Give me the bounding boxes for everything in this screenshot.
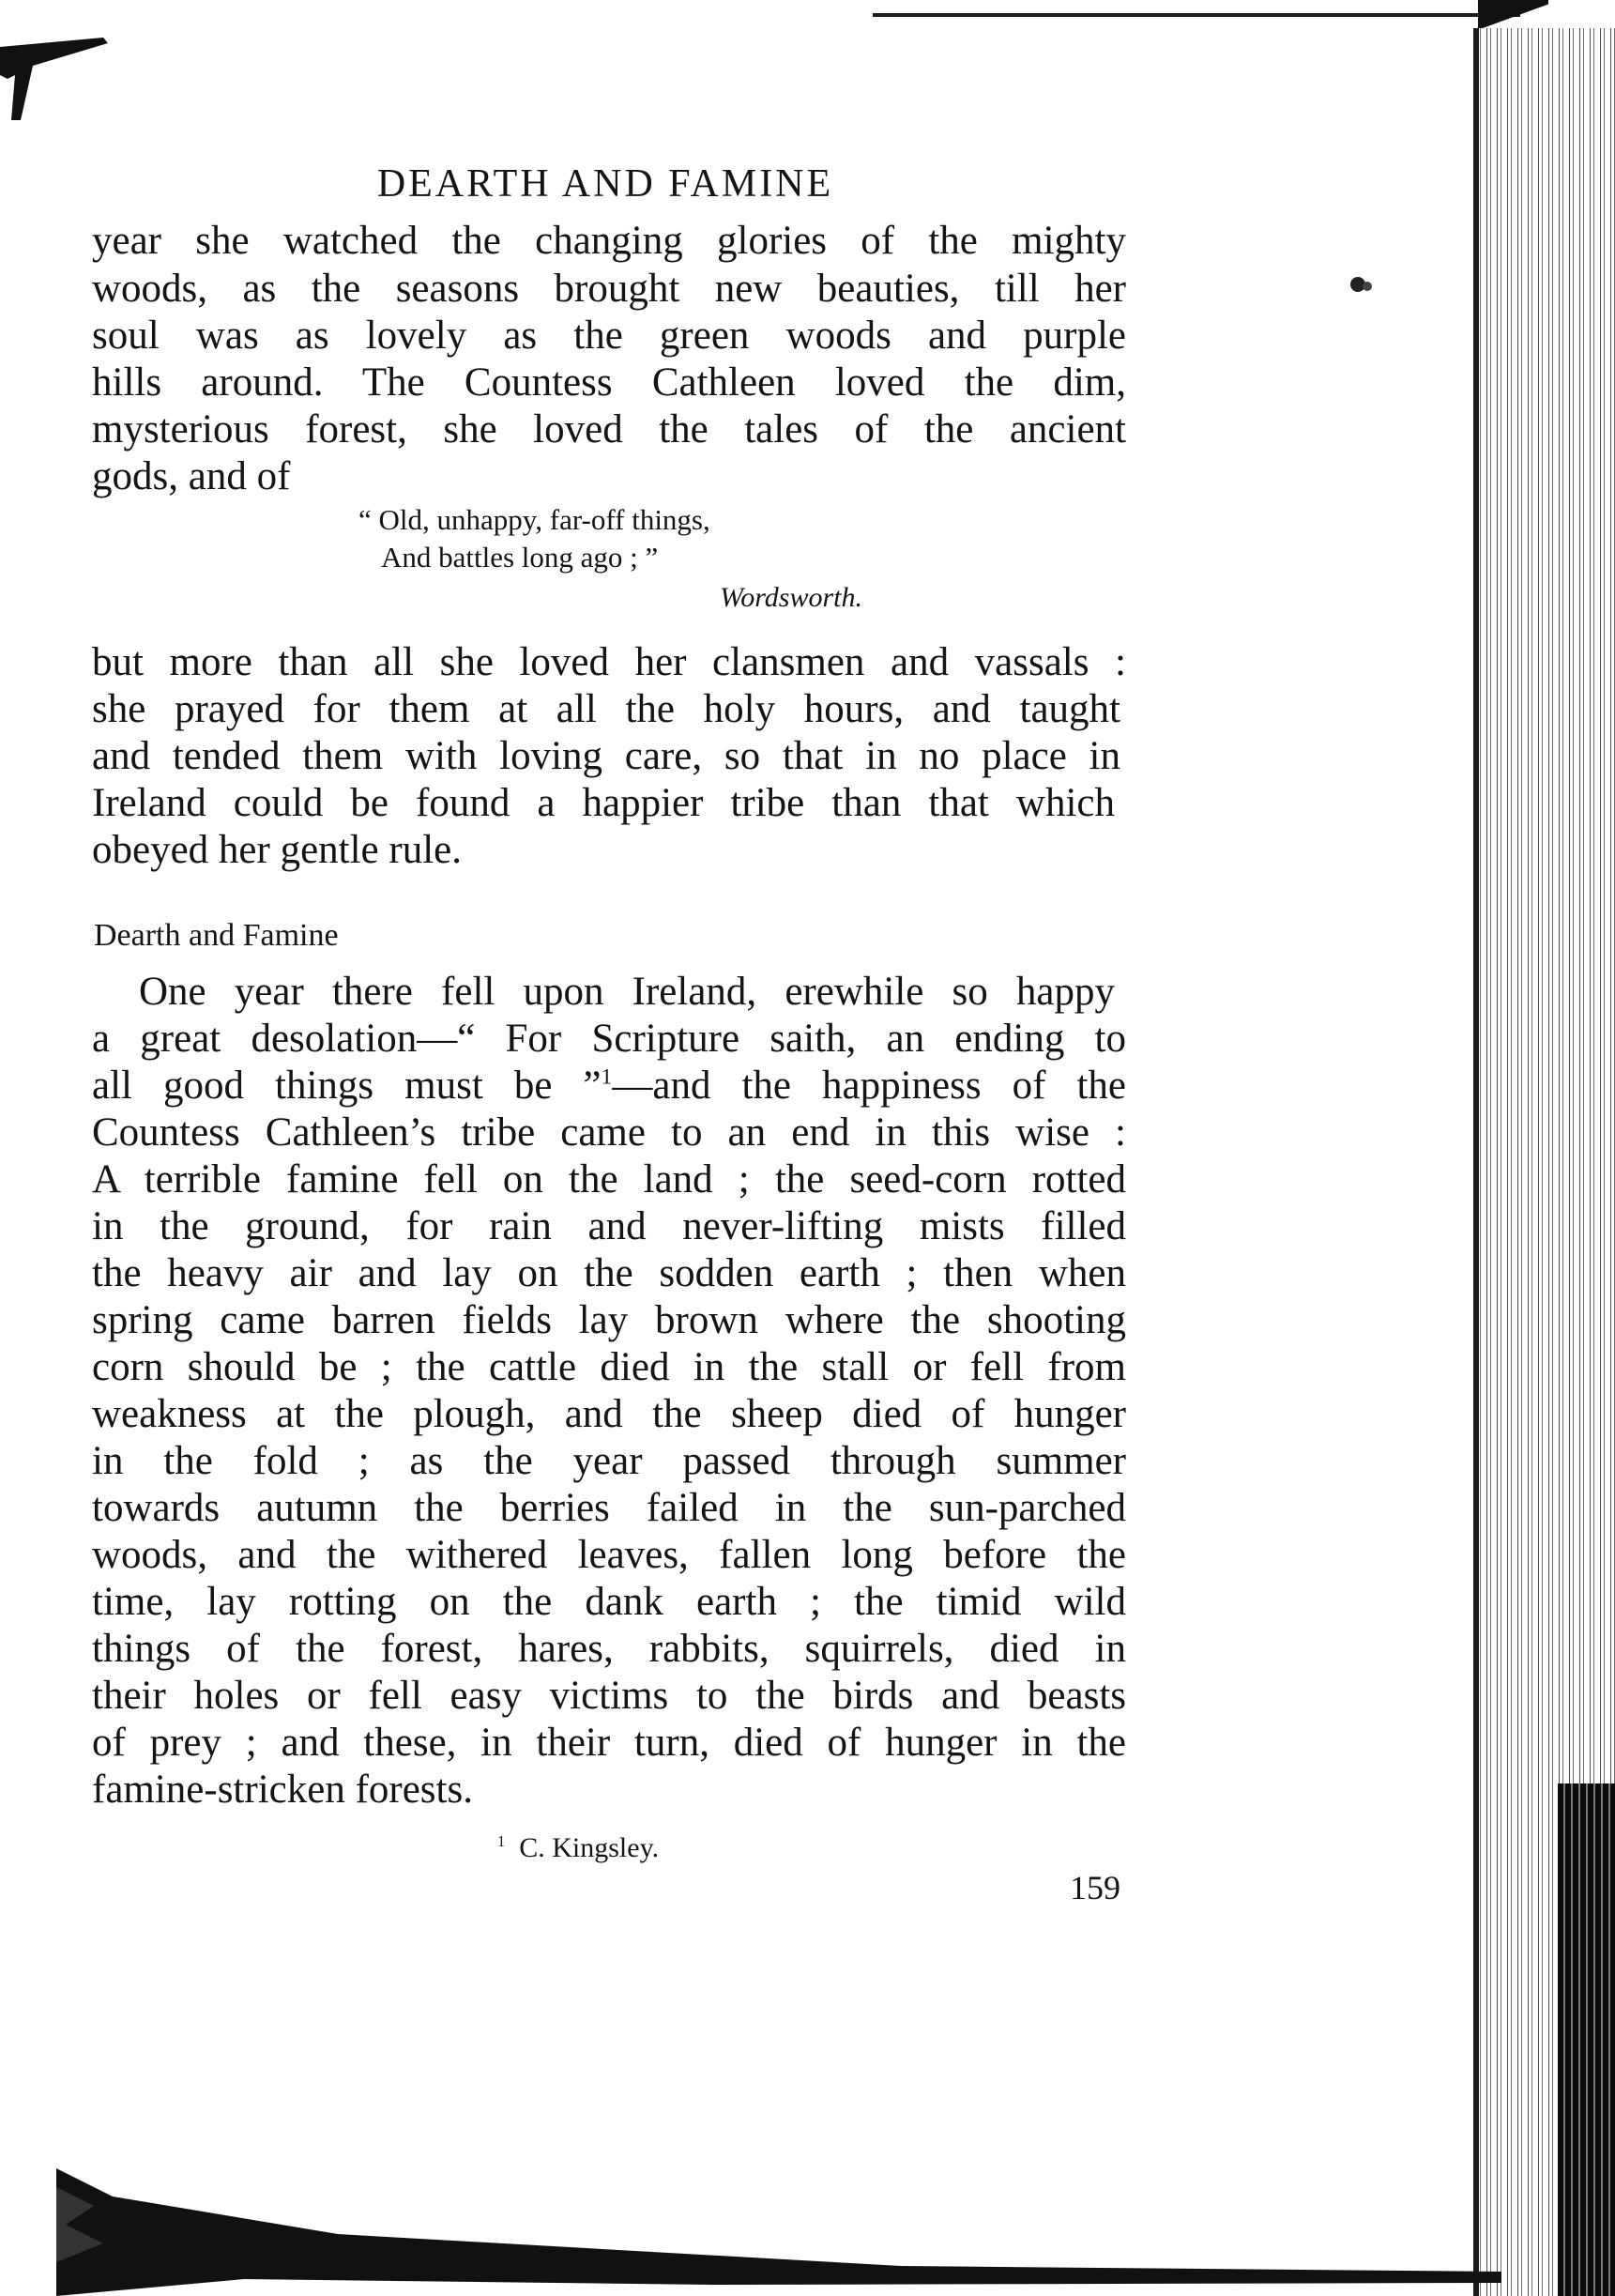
scan-top-corner xyxy=(1478,0,1548,28)
para3-line-3-tail: —and the happiness of the xyxy=(612,1064,1127,1108)
page-number: 159 xyxy=(1070,1869,1120,1906)
footnote-ref: 1 xyxy=(601,1064,613,1090)
para2-line-1: but more than all she loved her clansmen and vassals : xyxy=(92,640,1126,684)
para2-line-3: and tended them with loving care, so that in no place in xyxy=(92,734,1120,778)
para3-line-15: things of the forest, hares, rabbits, squirrels, died in xyxy=(92,1627,1126,1671)
para3-line-8: spring came barren fields lay brown where the shooting xyxy=(92,1298,1126,1342)
scan-top-rule xyxy=(873,13,1520,17)
para2-line-5: obeyed her gentle rule. xyxy=(92,828,462,872)
para3-line-14: time, lay rotting on the dank earth ; the timid wild xyxy=(92,1580,1126,1624)
book-binding-dark xyxy=(1558,1783,1615,2296)
para3-line-4: Countess Cathleen’s tribe came to an end in this wise : xyxy=(92,1110,1126,1155)
footnote xyxy=(497,1832,659,1864)
para1-line-6: gods, and of xyxy=(92,454,291,498)
footnote-marker: 1 xyxy=(497,1832,506,1850)
side-heading: Dearth and Famine xyxy=(94,918,339,953)
para3-line-13: woods, and the withered leaves, fallen long before the xyxy=(92,1533,1126,1577)
scan-bottom-smear xyxy=(56,2168,1501,2296)
para1-line-2: woods, as the seasons brought new beauties, till her xyxy=(92,267,1126,311)
para3-line-9: corn should be ; the cattle died in the stall or fell from xyxy=(92,1345,1126,1389)
para3-line-10: weakness at the plough, and the sheep died of hunger xyxy=(92,1392,1126,1436)
para2-line-4: Ireland could be found a happier tribe than that which xyxy=(92,781,1115,825)
para3-line-17: of prey ; and these, in their turn, died of hunger in the xyxy=(92,1721,1126,1765)
para3-line-3-text: all good things must be ” xyxy=(92,1064,602,1108)
verse-line-1: “ Old, unhappy, far-off things, xyxy=(358,503,710,536)
para1-line-1: year she watched the changing glories of the mighty xyxy=(92,219,1126,263)
para3-line-6: in the ground, for rain and never-lifting mists filled xyxy=(92,1204,1126,1248)
verse-attribution: Wordsworth. xyxy=(720,582,862,613)
para3-line-5: A terrible famine fell on the land ; the seed-corn rotted xyxy=(92,1157,1126,1202)
para3-line-3 xyxy=(92,1065,1126,1106)
para2-line-2: she prayed for them at all the holy hours, and taught xyxy=(92,687,1120,731)
para3-line-18: famine-stricken forests. xyxy=(92,1768,473,1812)
para1-line-3: soul was as lovely as the green woods and purple xyxy=(92,314,1126,358)
scan-speck-ornament xyxy=(1347,272,1375,297)
para1-line-4: hills around. The Countess Cathleen loved the dim, xyxy=(92,360,1126,405)
para3-line-11: in the fold ; as the year passed through summer xyxy=(92,1439,1126,1483)
footnote-text: C. Kingsley. xyxy=(519,1832,660,1863)
para3-line-16: their holes or fell easy victims to the birds and beasts xyxy=(92,1674,1126,1718)
running-head: DEARTH AND FAMINE xyxy=(376,162,834,206)
book-binding-edge xyxy=(1473,28,1479,2296)
para3-line-2: a great desolation—“ For Scripture saith, an ending to xyxy=(92,1017,1126,1061)
para3-line-7: the heavy air and lay on the sodden earth ; then when xyxy=(92,1251,1126,1295)
verse-line-2: And battles long ago ; ” xyxy=(381,541,659,574)
para1-line-5: mysterious forest, she loved the tales of the ancient xyxy=(92,407,1126,452)
para3-line-12: towards autumn the berries failed in the sun-parched xyxy=(92,1486,1126,1530)
scan-corner-mark xyxy=(0,38,113,122)
para3-line-1: One year there fell upon Ireland, erewhile so happy xyxy=(139,970,1115,1014)
